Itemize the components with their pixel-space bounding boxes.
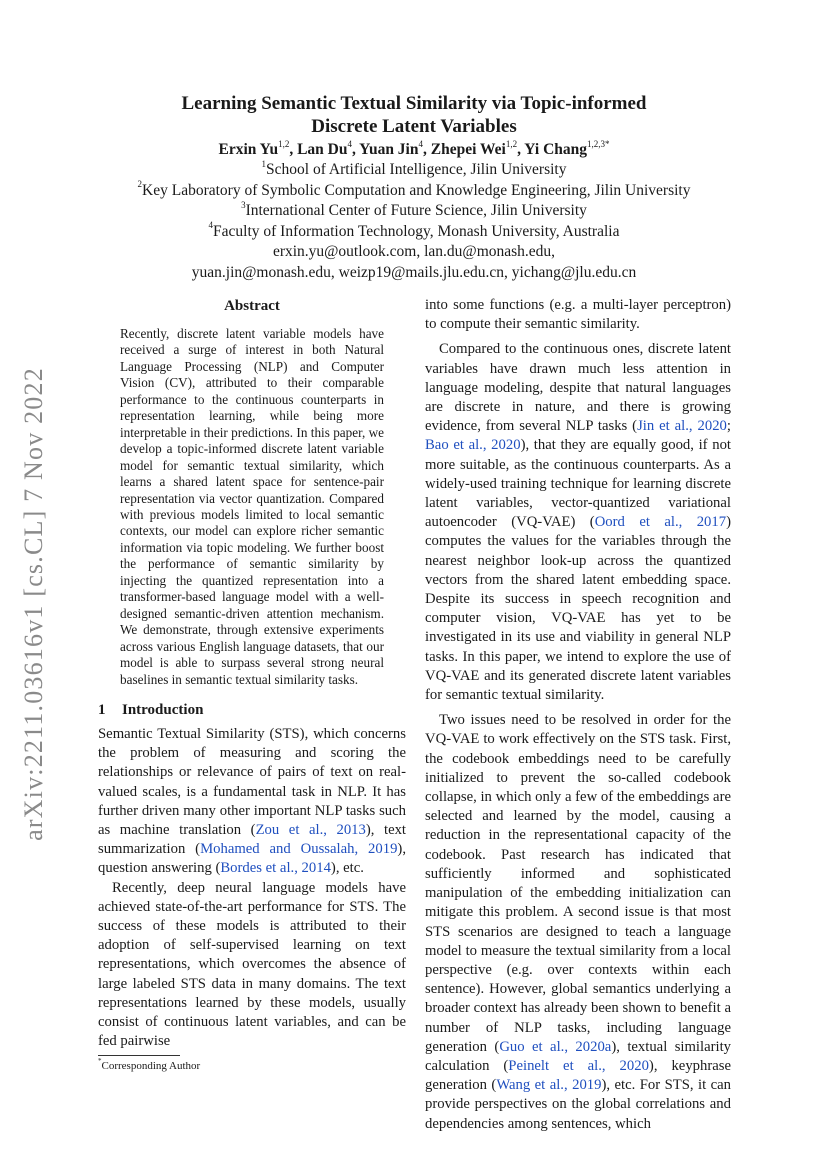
citation-link[interactable]: Jin et al., 2020 xyxy=(637,418,727,435)
text-run: ), textual similarity calculation ( xyxy=(425,1038,732,1074)
footnote xyxy=(98,1055,406,1073)
author-affiliation-sup: 4 xyxy=(418,138,423,149)
title-line-1: Learning Semantic Textual Similarity via Topic-informed xyxy=(181,93,647,114)
affiliation-sup: 3 xyxy=(241,199,246,210)
section-heading xyxy=(98,700,406,720)
email-line: yuan.jin@monash.edu, weizp19@mails.jlu.edu.cn, yichang@jlu.edu.cn xyxy=(191,263,637,281)
citation-link[interactable]: Mohamed and Oussalah, 2019 xyxy=(200,841,398,858)
author-name: Erxin Yu xyxy=(218,141,279,158)
author-separator: , xyxy=(423,141,431,158)
section-title: Introduction xyxy=(122,701,204,718)
paper-title xyxy=(0,92,828,138)
title-line-2: Discrete Latent Variables xyxy=(311,116,517,137)
abstract-heading: Abstract xyxy=(224,298,280,314)
text-run: ), keyphrase generation ( xyxy=(425,1057,731,1094)
author-list xyxy=(0,140,828,160)
text-run: ; xyxy=(726,418,731,435)
affiliation-text: School of Artificial Intelligence, Jilin University xyxy=(266,161,567,178)
affiliation-2 xyxy=(0,181,828,202)
affiliation-sup: 1 xyxy=(261,158,267,169)
affiliation-sup: 4 xyxy=(208,220,214,231)
right-column xyxy=(425,296,731,1134)
email-list xyxy=(0,242,828,283)
affiliation-text: Faculty of Information Technology, Monash University, Australia xyxy=(213,222,620,240)
body-paragraph-vqvae xyxy=(425,340,731,705)
citation-link[interactable]: Peinelt et al., 2020 xyxy=(508,1057,649,1074)
text-run: Compared to the continuous ones, discrete latent variables have drawn much less attention in language modeling, despite that natural languages are discrete in nature, and there is growing evidence, from several NLP tasks ( xyxy=(425,341,731,435)
text-run: ), text summarization ( xyxy=(98,821,407,858)
affiliation-3 xyxy=(0,201,828,222)
author-separator: , xyxy=(517,141,525,158)
author-affiliation-sup: 1,2,3* xyxy=(587,138,610,149)
email-line: erxin.yu@outlook.com, lan.du@monash.edu, xyxy=(272,243,556,260)
author-name: Zhepei Wei xyxy=(430,141,506,158)
text-run: ), etc. For STS, it can provide perspectives on the global correlations and dependencies among sentences, which xyxy=(425,1077,731,1132)
text-run: ), that they are equally good, if not more suitable, as the continuous counterparts. As a widely-used training technique for learning discrete latent variables, vector-quantized variational autoencoder (VQ-VAE) ( xyxy=(425,437,731,531)
affiliation-text: Key Laboratory of Symbolic Computation and Knowledge Engineering, Jilin University xyxy=(142,181,691,199)
citation-link[interactable]: Zou et al., 2013 xyxy=(255,821,366,838)
footnote-text: Corresponding Author xyxy=(101,1060,201,1072)
footnote-marker: * xyxy=(98,1057,102,1066)
text-run: ) computes the values for the variables through the nearest neighbor look-up across the quantized vectors from the shared latent embedding space. Despite its success in speech recognition and computer vision, VQ-VAE has yet to be investigated in its use and viability in general NLP tasks. In this paper, we intend to explore the use of VQ-VAE and its generated discrete latent variables for semantic textual similarity. xyxy=(425,514,731,704)
left-column xyxy=(98,296,406,1051)
author-name: Yuan Jin xyxy=(359,141,419,158)
author-affiliation-sup: 1,2 xyxy=(278,138,290,149)
author-name: Lan Du xyxy=(297,141,348,158)
affiliation-1 xyxy=(0,160,828,181)
author-affiliation-sup: 4 xyxy=(347,138,352,149)
abstract-body: Recently, discrete latent variable models have received a surge of interest in both Natural Language Processing (NLP) and Computer Vision (CV), attributed to their comparable performance to the continuous counterparts in representation learning, while being more interpretable in their predictions. In this paper, we develop a topic-informed discrete latent variable model for semantic textual similarity, which learns a shared latent space for sentence-pair representation via vector quantization. Compared with previous models limited to local semantic contexts, our model can explore richer semantic information via topic modeling. We further boost the performance of semantic similarity by injecting the quantized representation into a transformer-based language model with a well-designed semantic-driven attention mechanism. We demonstrate, through extensive experiments across various English language datasets, that our model is able to surpass several strong neural baselines in semantic textual similarity tasks. xyxy=(120,326,384,687)
text-run: Recently, deep neural language models have achieved state-of-the-art performance for STS. The success of these models is attributed to their adoption of self-supervised learning on text representations, which overcomes the absence of large labeled STS data in many domains. The text representations learned by these models, usually consist of continuous latent variables, and can be fed pairwise xyxy=(98,879,406,1050)
citation-link[interactable]: Oord et al., 2017 xyxy=(594,514,727,531)
affiliation-sup: 2 xyxy=(137,179,143,190)
text-run: ), etc. xyxy=(330,860,364,877)
footnote-rule xyxy=(98,1055,180,1056)
citation-link[interactable]: Guo et al., 2020a xyxy=(499,1038,612,1055)
intro-paragraph-2 xyxy=(98,879,406,1052)
body-paragraph-continued xyxy=(425,296,731,334)
section-number: 1 xyxy=(98,701,106,718)
affiliation-text: International Center of Future Science, Jilin University xyxy=(245,202,587,219)
intro-paragraph-1 xyxy=(98,725,406,879)
paper-header xyxy=(0,92,828,283)
citation-link[interactable]: Bordes et al., 2014 xyxy=(220,860,331,877)
citation-link[interactable]: Wang et al., 2019 xyxy=(496,1077,602,1094)
affiliation-list xyxy=(0,160,828,242)
arxiv-stamp: arXiv:2211.03616v1 [cs.CL] 7 Nov 2022 xyxy=(19,367,48,841)
body-paragraph-two-issues xyxy=(425,711,731,1133)
text-run: Two issues need to be resolved in order for the VQ-VAE to work effectively on the STS task. First, the codebook embeddings need to be carefully initialized to prevent the so-called codebook collapse, in which only a few of the embeddings are selected and learned by the model, causing a reduction in the representational capacity of the codebook. Past research has indicated that sufficiently informed and sophisticated manipulation of the embedding initialization can mitigate this problem. A second issue is that most STS scenarios are designed to teach a language model to measure the textual similarity from a local perspective (e.g. over contexts within each sentence). However, global semantics underlying a broader context has already been shown to benefit a number of NLP tasks, including language generation ( xyxy=(425,712,731,1055)
author-separator: , xyxy=(289,141,298,158)
citation-link[interactable]: Bao et al., 2020 xyxy=(425,437,521,454)
text-run: ), question answering ( xyxy=(98,841,406,877)
text-run: Semantic Textual Similarity (STS), which concerns the problem of measuring and scoring the relationships or relevance of pairs of text on real-valued scales, is a fundamental task in NLP. It has further driven many other important NLP tasks such as machine translation ( xyxy=(98,725,406,838)
author-name: Yi Chang xyxy=(524,141,587,158)
text-run: into some functions (e.g. a multi-layer perceptron) to compute their semantic similarity. xyxy=(425,297,731,333)
author-separator: , xyxy=(351,141,360,158)
affiliation-4 xyxy=(0,222,828,243)
author-affiliation-sup: 1,2 xyxy=(505,138,518,149)
